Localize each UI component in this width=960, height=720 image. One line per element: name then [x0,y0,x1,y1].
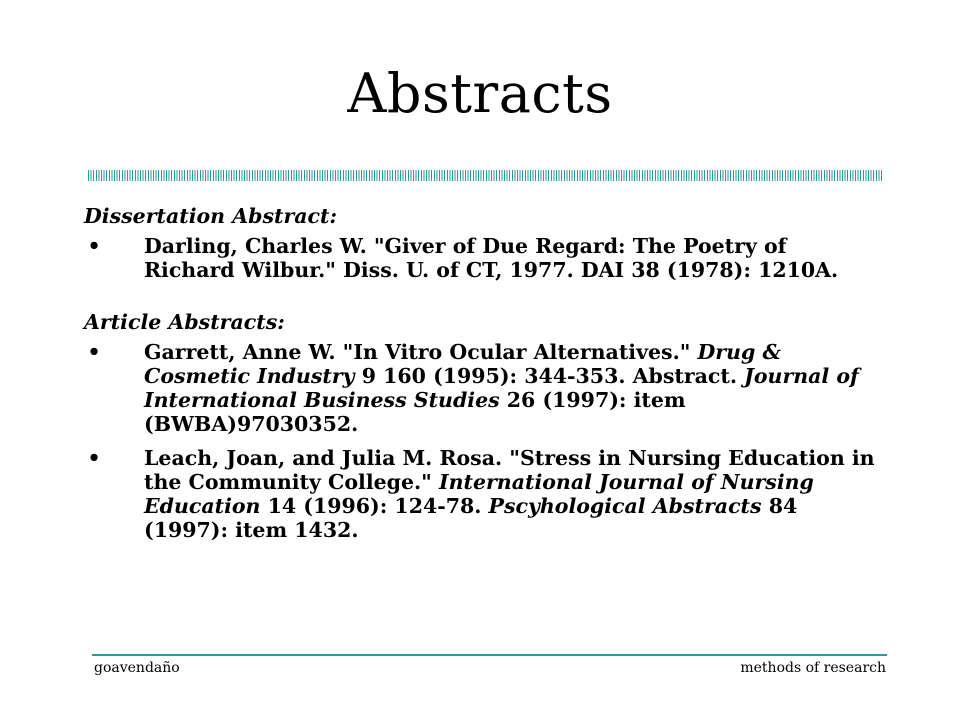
bullet-marker: • [87,340,101,364]
citation-text: 84 (1997): item 1432. [144,494,798,542]
slide-title: Abstracts [347,62,613,125]
citation-text: Garrett, Anne W. "In Vitro Ocular Alternatives." [144,340,698,364]
journal-title: Journal of International Business Studies [144,364,859,412]
footer-course: methods of research [740,660,886,676]
citation-entry [84,446,884,542]
footer-author: goavendaño [94,660,180,676]
citation-entry [84,234,884,282]
title-divider [88,170,882,181]
citation-text: 26 (1997): item (BWBA)97030352. [144,388,686,436]
journal-title: Drug & Cosmetic Industry [144,340,781,388]
citation-text: Darling, Charles W. "Giver of Due Regard: The Poetry of Richard Wilbur." Diss. U. of CT, 1977. DAI 38 (1978): 1210A. [144,234,839,282]
dissertation-abstract-heading: Dissertation Abstract: [84,204,338,228]
citation-text: 14 (1996): 124-78. [260,494,489,518]
citation-text: Leach, Joan, and Julia M. Rosa. "Stress in Nursing Education in the Community College." [144,446,875,494]
footer-divider [92,654,887,656]
citation-text: 9 160 (1995): 344-353. Abstract. [354,364,745,388]
article-abstracts-heading: Article Abstracts: [84,310,285,334]
citation-entry [84,340,884,436]
bullet-marker: • [87,446,101,470]
journal-title: Pscyhological Abstracts [488,494,762,518]
bullet-marker: • [87,234,101,258]
abstracts-content [84,204,884,552]
journal-title: International Journal of Nursing Education [144,470,814,518]
